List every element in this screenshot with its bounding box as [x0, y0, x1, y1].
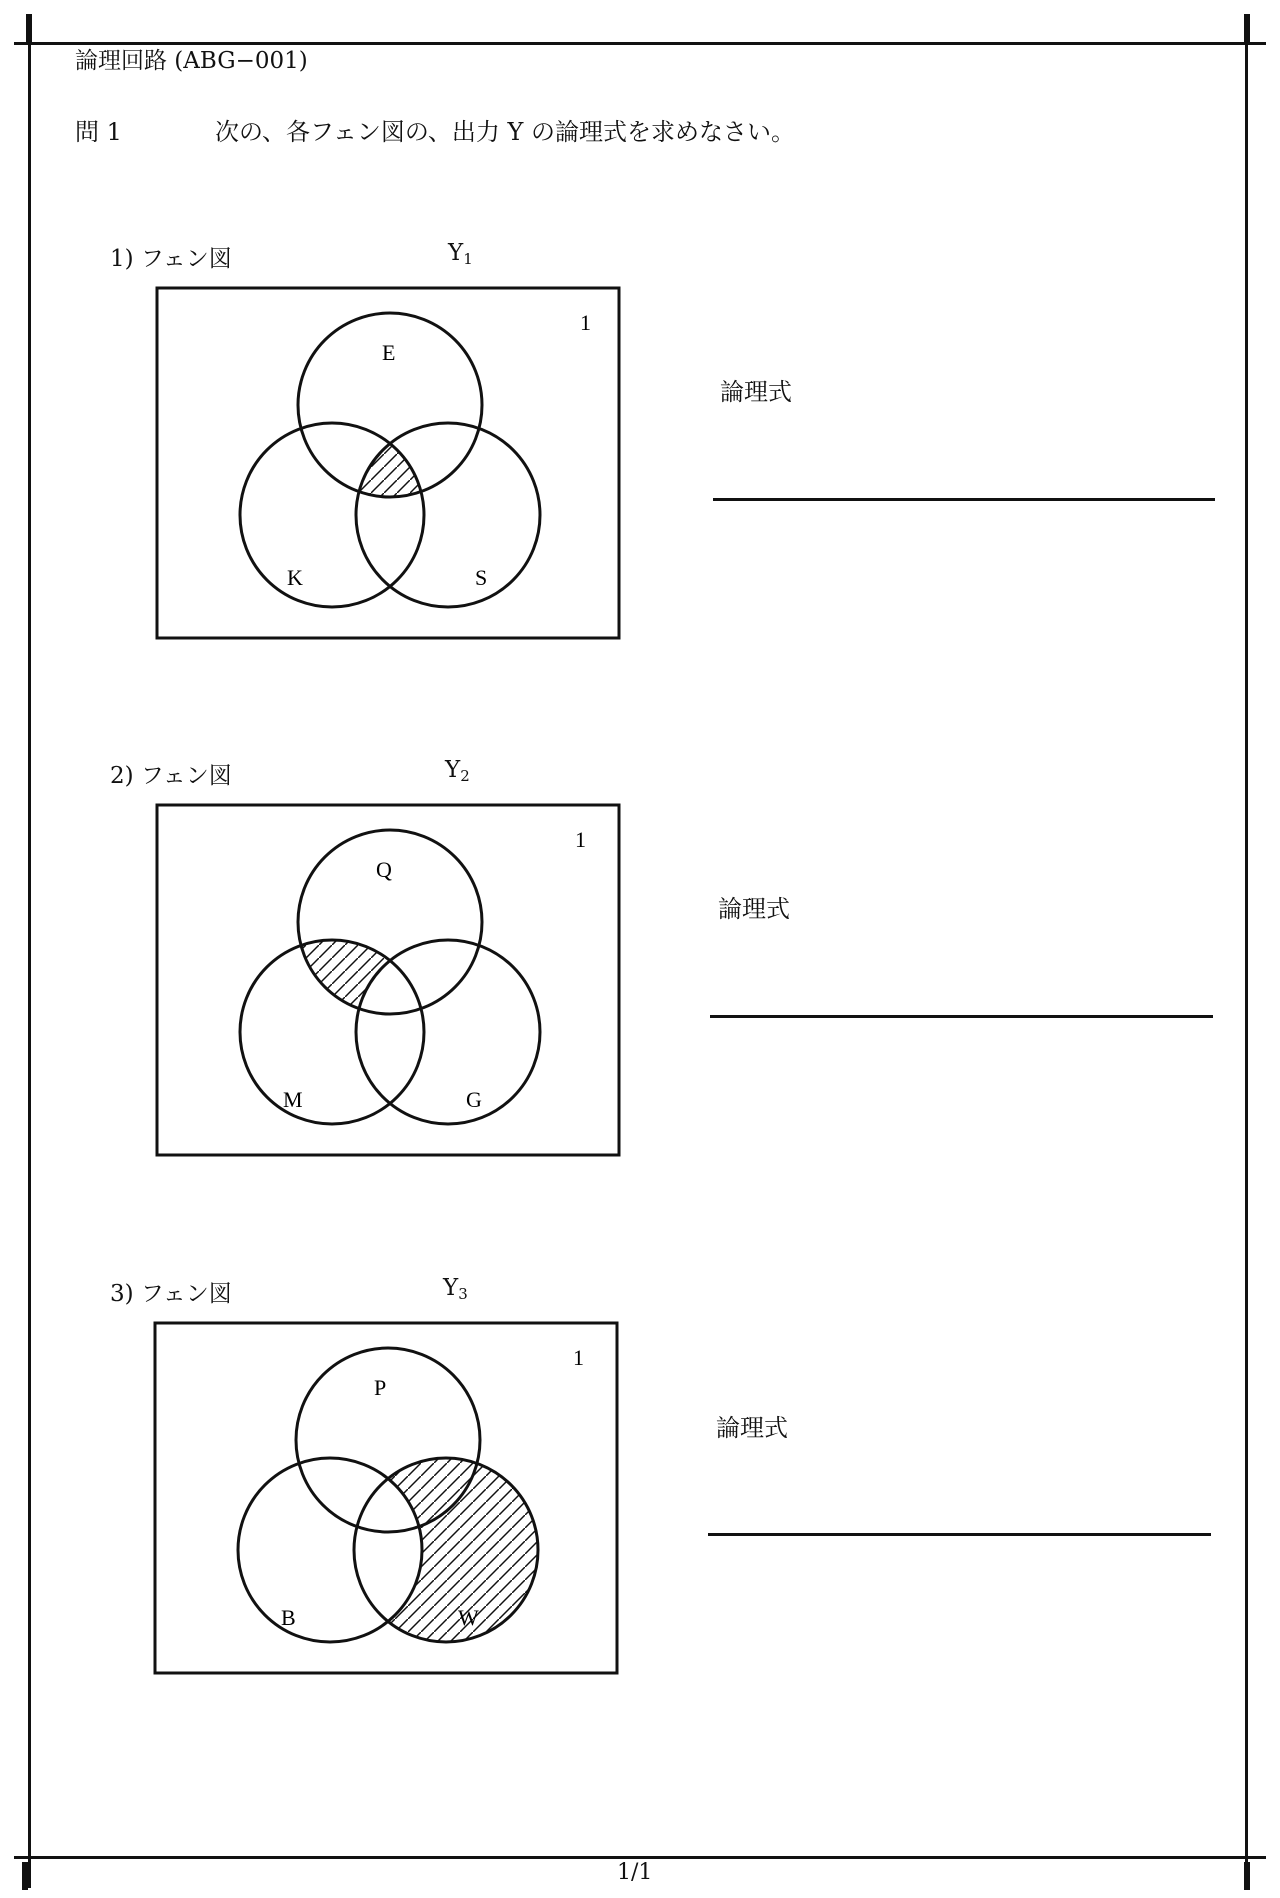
problem-2-label: 2) フェン図: [110, 763, 232, 789]
problem-2-expression-label: 論理式: [718, 895, 790, 923]
circle-G: [356, 940, 540, 1124]
set-label-G: G: [466, 1087, 482, 1112]
circle-S: [356, 423, 540, 607]
problem-1-label: 1) フェン図: [110, 246, 232, 272]
problem-1-answer-line: [713, 498, 1215, 501]
circle-K: [240, 423, 424, 607]
corner-mark-bottom-right: [1244, 1862, 1250, 1890]
universe-label: 1: [580, 310, 591, 335]
question-number: 問 1: [75, 118, 122, 146]
problem-1-output-label: $Y_1$: [448, 240, 473, 268]
problem-3-answer-line: [708, 1533, 1211, 1536]
problem-3-expression-label: 論理式: [716, 1414, 788, 1442]
frame-right-line: [1245, 22, 1248, 1888]
question-text: 次の、各フェン図の、出力 Y の論理式を求めなさい。: [215, 118, 795, 146]
corner-mark-top-right: [1244, 14, 1250, 42]
set-label-E: E: [382, 340, 396, 365]
universe-label: 1: [573, 1345, 584, 1370]
problem-3-output-label: $Y_3$: [443, 1275, 468, 1303]
problem-2-output-label: $Y_2$: [445, 757, 470, 785]
venn-diagram-3: [148, 1320, 623, 1680]
frame-bottom-line: [14, 1856, 1266, 1859]
set-label-B: B: [281, 1605, 296, 1630]
set-label-Q: Q: [376, 857, 392, 882]
set-label-S: S: [475, 565, 488, 590]
set-label-W: W: [458, 1605, 479, 1630]
venn-diagram-1: [150, 285, 625, 645]
corner-mark-top-left: [26, 14, 32, 42]
venn-diagram-2: [150, 802, 625, 1162]
problem-2-answer-line: [710, 1015, 1213, 1018]
frame-left-line: [28, 22, 31, 1888]
question-line: [75, 112, 795, 147]
universe-label: 1: [575, 827, 586, 852]
problem-1-expression-label: 論理式: [720, 378, 792, 406]
corner-mark-bottom-left: [22, 1862, 28, 1890]
problem-3-label: 3) フェン図: [110, 1281, 232, 1307]
set-label-P: P: [374, 1375, 387, 1400]
page-number: 1/1: [617, 1860, 653, 1885]
set-label-K: K: [287, 565, 303, 590]
set-label-M: M: [283, 1087, 303, 1112]
page-title: 論理回路 (ABG−001): [75, 48, 308, 74]
